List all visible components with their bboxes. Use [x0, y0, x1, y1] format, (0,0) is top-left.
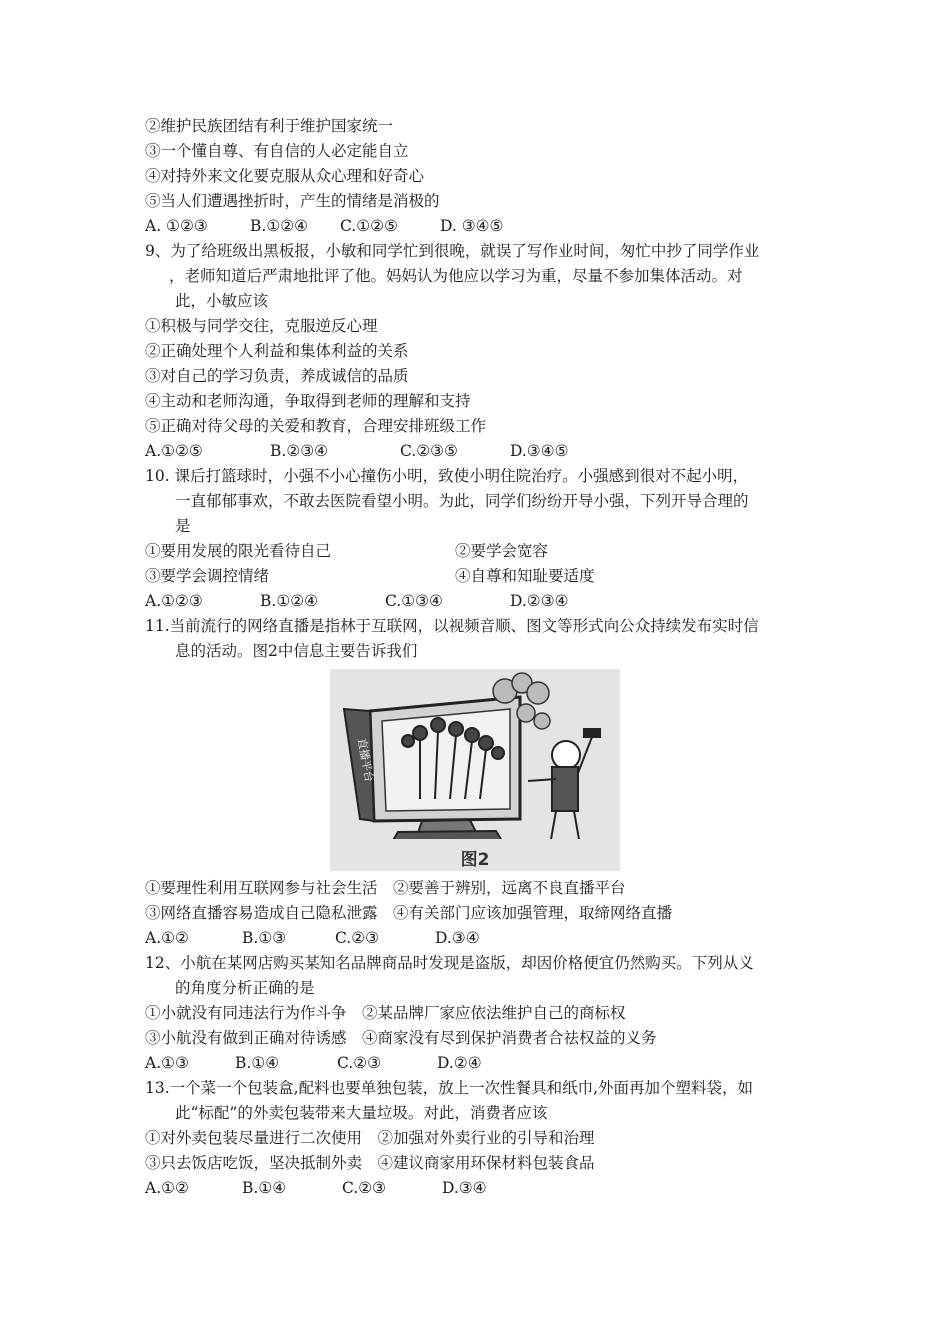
q12-stem-line-2: 的角度分析正确的是 [175, 979, 315, 997]
question-9 [145, 239, 825, 464]
q12-stem-line-1: 12、小航在某网店购买某知名品牌商品时发现是盗版，却因价格便宜仍然购买。下列从义 [145, 954, 754, 972]
q11-option-c: C.②③ [335, 929, 380, 947]
q12-options [145, 1051, 825, 1076]
question-8 [145, 114, 825, 239]
q13-items-row-2: ③只去饭店吃饭，坚决抵制外卖 ④建议商家用环保材料包装食品 [145, 1154, 595, 1172]
q10-item-2: ②要学会宽容 [455, 542, 549, 560]
question-13 [145, 1076, 825, 1201]
q10-stem-line-3: 是 [175, 517, 191, 535]
q10-option-b: B.①②④ [260, 592, 319, 610]
q13-stem-line-2: 此“标配”的外卖包装带来大量垃圾。对此，消费者应该 [175, 1104, 548, 1122]
q11-option-d: D.③④ [435, 929, 480, 947]
q9-option-a: A.①②⑤ [145, 442, 203, 460]
q8-options [145, 214, 825, 239]
q10-items-row-1 [145, 539, 825, 564]
question-12 [145, 951, 825, 1076]
q13-option-d: D.③④ [442, 1179, 487, 1197]
q9-item-1: ①积极与同学交往，克服逆反心理 [145, 317, 378, 335]
q12-items-row-1: ①小就没有同违法行为作斗争 ②某品牌厂家应依法维护自己的商标权 [145, 1004, 626, 1022]
cartoon-illustration [330, 669, 620, 871]
q13-option-a: A.①② [145, 1179, 189, 1197]
question-10 [145, 464, 825, 614]
q8-item-4: ④对持外来文化要克服从众心理和好奇心 [145, 167, 425, 185]
figure-2-wrap [145, 664, 825, 876]
q9-option-d: D.③④⑤ [510, 442, 569, 460]
q9-stem-line-3: 此，小敏应该 [175, 292, 269, 310]
figure-2-caption: 图2 [460, 850, 490, 870]
q12-items-row-2: ③小航没有做到正确对待诱感 ④商家没有尽到保护消费者合祛权益的义务 [145, 1029, 657, 1047]
q8-option-b: B.①②④ [250, 217, 309, 235]
q10-item-4: ④自尊和知耻要适度 [455, 567, 595, 585]
q11-items-row-1: ①要理性利用互联网参与社会生活 ②要善于辨别，远离不良直播平台 [145, 879, 626, 897]
q8-option-d: D. ③④⑤ [440, 217, 504, 235]
q9-stem-line-2: ，老师知道后严肃地批评了他。妈妈认为他应以学习为重，尽量不参加集体活动。对 [169, 267, 743, 285]
q10-stem-line-2: 一直郁郁事欢，不敢去医院看望小明。为此，同学们纷纷开导小强，下列开导合理的 [175, 492, 749, 510]
q10-item-1: ①要用发展的限光看待自己 [145, 542, 332, 560]
q10-option-c: C.①③④ [385, 592, 443, 610]
q9-item-3: ③对自己的学习负责，养成诚信的品质 [145, 367, 409, 385]
q8-item-5: ⑤当人们遭遇挫折时，产生的情绪是消极的 [145, 192, 440, 210]
q10-option-d: D.②③④ [510, 592, 569, 610]
q11-items-row-2: ③网络直播容易造成自己隐私泄露 ④有关部门应该加强管理，取缔网络直播 [145, 904, 673, 922]
q13-options [145, 1176, 825, 1201]
q8-item-3: ③一个懂自尊、有自信的人必定能自立 [145, 142, 409, 160]
q9-item-4: ④主动和老师沟通，争取得到老师的理解和支持 [145, 392, 471, 410]
q9-options [145, 439, 825, 464]
q13-option-c: C.②③ [342, 1179, 387, 1197]
q9-item-2: ②正确处理个人利益和集体利益的关系 [145, 342, 409, 360]
q10-item-3: ③要学会调控情绪 [145, 567, 270, 585]
q8-option-c: C.①②⑤ [340, 217, 398, 235]
q11-stem-line-1: 11.当前流行的网络直播是指林于互联网，以视频音顺、图文等形式向公众持续发布实时信 [145, 617, 759, 635]
q11-option-b: B.①③ [242, 929, 287, 947]
q9-option-c: C.②③⑤ [400, 442, 458, 460]
q8-item-2: ②维护民族团结有利于维护国家统一 [145, 117, 394, 135]
question-11 [145, 614, 825, 951]
q11-option-a: A.①② [145, 929, 189, 947]
q11-stem-line-2: 息的活动。图2中信息主要告诉我们 [175, 642, 418, 660]
figure-2-cartoon [330, 669, 620, 871]
q13-stem-line-1: 13.一个菜一个包装盒,配料也要单独包装，放上一次性餐具和纸巾,外面再加个塑料袋，如 [145, 1079, 754, 1097]
q9-item-5: ⑤正确对待父母的关爱和教育，合理安排班级工作 [145, 417, 487, 435]
q8-option-a: A. ①②③ [145, 217, 208, 235]
q9-option-b: B.②③④ [270, 442, 329, 460]
q9-stem-line-1: 9、为了给班级出黑板报，小敏和同学忙到很晚，就误了写作业时间，匆忙中抄了同学作业 [145, 242, 760, 260]
q10-stem-line-1: 10. 课后打篮球时，小强不小心撞伤小明，致使小明住院治疗。小强感到很对不起小明， [145, 467, 749, 485]
exam-page [145, 114, 825, 1201]
q10-options [145, 589, 825, 614]
figure-2-sign: 直播平台 [355, 737, 376, 783]
q10-items-row-2 [145, 564, 825, 589]
q12-option-c: C.②③ [337, 1054, 382, 1072]
q12-option-b: B.①④ [235, 1054, 280, 1072]
q13-option-b: B.①④ [242, 1179, 287, 1197]
q12-option-a: A.①③ [145, 1054, 189, 1072]
q13-items-row-1: ①对外卖包装尽量进行二次使用 ②加强对外卖行业的引导和治理 [145, 1129, 595, 1147]
q12-option-d: D.②④ [437, 1054, 482, 1072]
q10-option-a: A.①②③ [145, 592, 203, 610]
q11-options [145, 926, 825, 951]
